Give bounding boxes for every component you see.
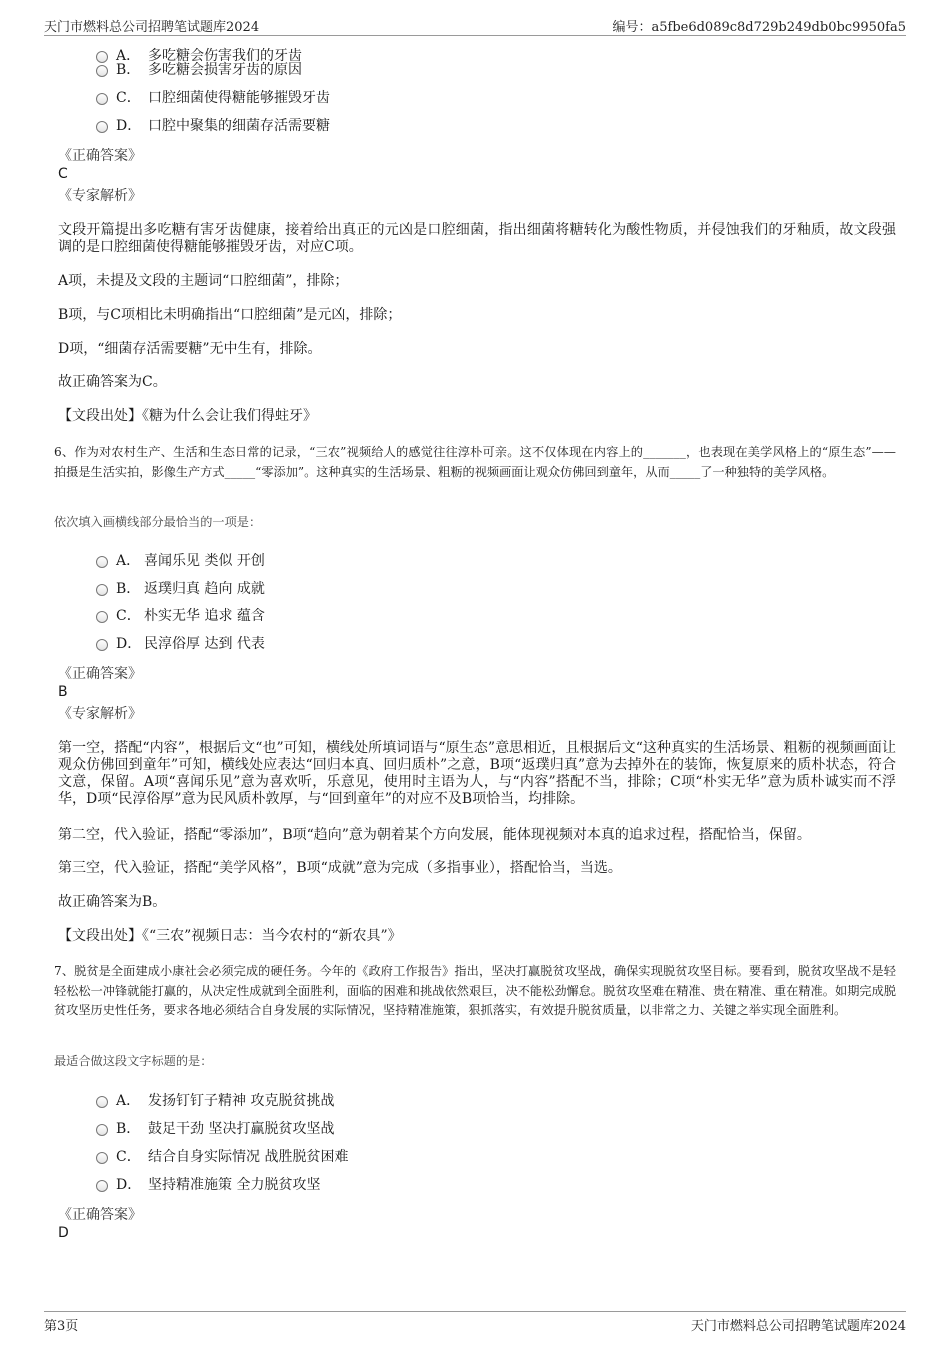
footer-title: 天门市燃料总公司招聘笔试题库2024 bbox=[690, 1319, 906, 1334]
q5-analysis-para: 文段开篇提出多吃糖有害牙齿健康，接着给出真正的元凶是口腔细菌，指出细菌将糖转化为酸性物质，并侵蚀我们的牙釉质，故文段强调的是口腔细菌使得糖能够摧毁牙齿，对应C项。 bbox=[58, 222, 896, 255]
radio-icon[interactable] bbox=[96, 1152, 108, 1164]
q7-answer-tag: 《正确答案》 bbox=[58, 1207, 142, 1223]
radio-icon[interactable] bbox=[96, 65, 108, 77]
q6-analysis-tag: 《专家解析》 bbox=[58, 706, 142, 722]
q6-answer-tag: 《正确答案》 bbox=[58, 666, 142, 682]
header-document-id: 编号：a5fbe6d089c8d729b249db0bc9950fa5 bbox=[612, 20, 906, 35]
page-header bbox=[44, 14, 906, 36]
q5-analysis-para: A项，未提及文段的主题词“口腔细菌”，排除； bbox=[58, 273, 349, 289]
q7-option-a[interactable]: A． 发扬钉钉子精神 攻克脱贫挑战 bbox=[96, 1092, 334, 1110]
q6-source: 【文段出处】《“三农”视频日志：当今农村的“新农具”》 bbox=[58, 928, 402, 944]
q6-analysis-para: 第二空，代入验证，搭配“零添加”，B项“趋向”意为朝着某个方向发展，能体现视频对本真的追求过程，搭配恰当，保留。 bbox=[58, 827, 811, 843]
q7-option-d[interactable]: D． 坚持精准施策 全力脱贫攻坚 bbox=[96, 1176, 320, 1194]
radio-icon[interactable] bbox=[96, 1124, 108, 1136]
q6-option-a[interactable]: A． 喜闻乐见 类似 开创 bbox=[96, 552, 265, 570]
header-title: 天门市燃料总公司招聘笔试题库2024 bbox=[44, 20, 260, 35]
q5-analysis-para: 故正确答案为C。 bbox=[58, 374, 167, 390]
q5-source: 【文段出处】《糖为什么会让我们得蛀牙》 bbox=[58, 408, 317, 424]
q5-answer-tag: 《正确答案》 bbox=[58, 148, 142, 164]
radio-icon[interactable] bbox=[96, 1096, 108, 1108]
q7-option-c[interactable]: C． 结合自身实际情况 战胜脱贫困难 bbox=[96, 1148, 348, 1166]
radio-icon[interactable] bbox=[96, 611, 108, 623]
q6-option-b[interactable]: B． 返璞归真 趋向 成就 bbox=[96, 580, 265, 598]
page-number: 第3页 bbox=[44, 1319, 79, 1334]
radio-icon[interactable] bbox=[96, 121, 108, 133]
q5-option-b[interactable]: B． 多吃糖会损害牙齿的原因 bbox=[96, 61, 302, 79]
q6-analysis-para: 第三空，代入验证，搭配“美学风格”，B项“成就”意为完成（多指事业），搭配恰当，当选。 bbox=[58, 860, 622, 876]
q5-analysis-para: D项，“细菌存活需要糖”无中生有，排除。 bbox=[58, 341, 322, 357]
radio-icon[interactable] bbox=[96, 1180, 108, 1192]
radio-icon[interactable] bbox=[96, 556, 108, 568]
q7-option-b[interactable]: B． 鼓足干劲 坚决打赢脱贫攻坚战 bbox=[96, 1120, 334, 1138]
page-footer bbox=[44, 1311, 906, 1335]
q5-option-c[interactable]: C． 口腔细菌使得糖能够摧毁牙齿 bbox=[96, 89, 330, 107]
q6-option-d[interactable]: D． 民淳俗厚 达到 代表 bbox=[96, 635, 265, 653]
q7-prompt: 最适合做这段文字标题的是： bbox=[54, 1054, 213, 1068]
q5-answer: C bbox=[58, 166, 68, 182]
q5-analysis-para: B项，与C项相比未明确指出“口腔细菌”是元凶，排除； bbox=[58, 307, 402, 323]
q5-analysis-tag: 《专家解析》 bbox=[58, 188, 142, 204]
q5-option-d[interactable]: D． 口腔中聚集的细菌存活需要糖 bbox=[96, 117, 330, 135]
q6-analysis-para: 第一空，搭配“内容”，根据后文“也”可知，横线处所填词语与“原生态”意思相近，且根据后文“这种真实的生活场景、粗粝的视频画面让观众仿佛回到童年”可知，横线处应表达“回归本真、回归质朴”之意，B项“返璞归真”意为去掉外在的装饰，恢复原来的质朴状态，符合文意，保留。A项“喜闻乐见”意为喜欢听，乐意见，使用时主语为人，与“内容”搭配不当，排除；C项“朴实无华”意为质朴诚实而不浮华，D项“民淳俗厚”意为民风质朴敦厚，与“回到童年”的对应不及B项恰当，均排除。 bbox=[58, 740, 896, 807]
q6-question: 6、作为对农村生产、生活和生态日常的记录，“三农”视频给人的感觉往往淳朴可亲。这不仅体现在内容上的_______，也表现在美学风格上的“原生态”——拍摄是生活实拍，影像生产方式_____“零添加”。这种真实的生活场景、粗粝的视频画面让观众仿佛回到童年，从而_____了一种独特的美学风格。 bbox=[54, 445, 896, 479]
q7-answer: D bbox=[58, 1225, 69, 1241]
q6-analysis-para: 故正确答案为B。 bbox=[58, 894, 167, 910]
radio-icon[interactable] bbox=[96, 93, 108, 105]
q6-answer: B bbox=[58, 684, 68, 700]
q6-prompt: 依次填入画横线部分最恰当的一项是： bbox=[54, 515, 262, 529]
q7-question: 7、脱贫是全面建成小康社会必须完成的硬任务。今年的《政府工作报告》指出，坚决打赢脱贫攻坚战，确保实现脱贫攻坚目标。要看到，脱贫攻坚战不是轻轻松松一冲锋就能打赢的，从决定性成就到全面胜利，面临的困难和挑战依然艰巨，决不能松劲懈怠。脱贫攻坚难在精准、贵在精准、重在精准。如期完成脱贫攻坚历史性任务，要求各地必须结合自身发展的实际情况，坚持精准施策，狠抓落实，有效提升脱贫质量，以非常之力、关键之举实现全面胜利。 bbox=[54, 964, 896, 1017]
q6-option-c[interactable]: C． 朴实无华 追求 蕴含 bbox=[96, 607, 265, 625]
q5-option-a[interactable]: A． 多吃糖会伤害我们的牙齿 bbox=[96, 47, 302, 65]
radio-icon[interactable] bbox=[96, 584, 108, 596]
radio-icon[interactable] bbox=[96, 639, 108, 651]
